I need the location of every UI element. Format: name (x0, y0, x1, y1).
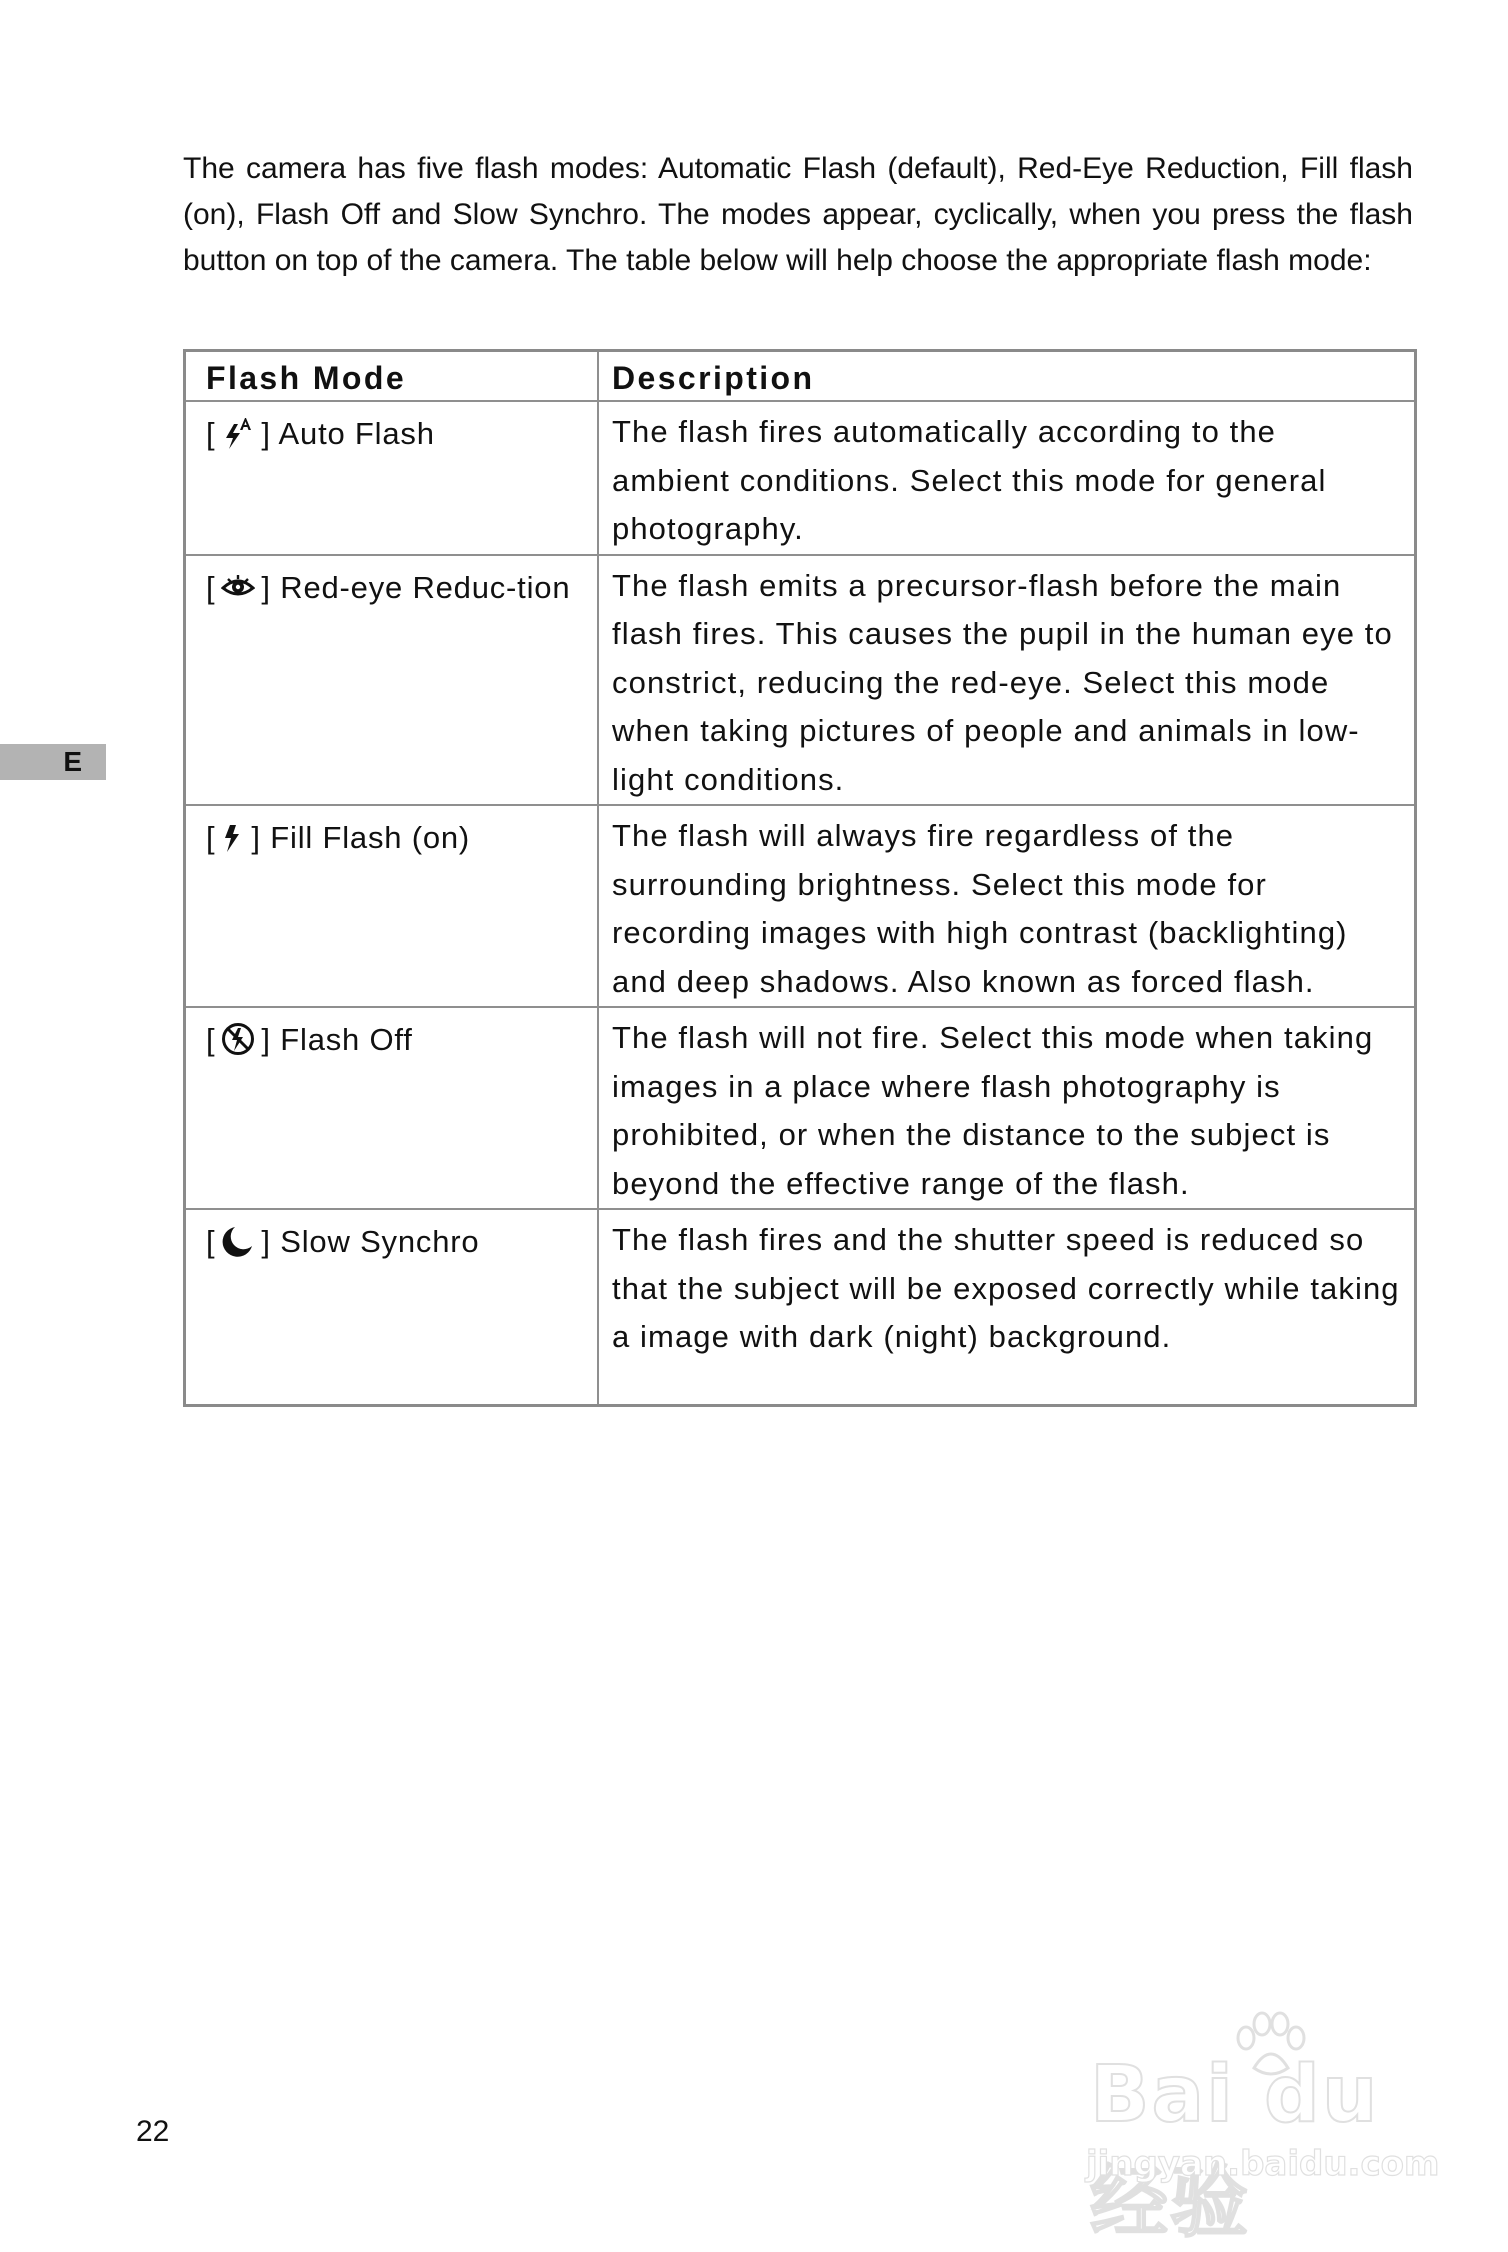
bracket-close: ] (261, 416, 271, 451)
flash-mode-label: Auto Flash (278, 416, 435, 451)
watermark-url: jingyan.baidu.com (1086, 2144, 1440, 2184)
table-row (186, 1208, 1414, 1404)
slow-synchro-icon (221, 1224, 255, 1258)
flash-mode-label: Red-eye Reduc-tion (280, 569, 571, 605)
watermark-brand: Bai du 经验 (1090, 2050, 1380, 2248)
flash-mode-description: The flash fires and the shutter speed is reduced so that the subject will be exposed correctly while taking a image with dark (night) background. (612, 1222, 1400, 1354)
flash-mode-description: The flash will always fire regardless of the surrounding brightness. Select this mode for recording images with high contrast (backlighting) and deep shadows. Also known as forced flash. (612, 818, 1348, 999)
flash-mode-table (183, 349, 1417, 1407)
language-tab: E (0, 744, 106, 780)
bracket-open: [ (206, 1022, 216, 1057)
auto-flash-icon (221, 416, 255, 450)
flash-mode-cell (186, 806, 599, 1006)
header-flash-mode: Flash Mode (186, 352, 599, 400)
table-row (186, 804, 1414, 1006)
bracket-close: ] (261, 1224, 271, 1259)
table-row (186, 1006, 1414, 1208)
bracket-open: [ (206, 820, 216, 855)
flash-mode-label: Flash Off (280, 1022, 413, 1057)
flash-mode-cell (186, 1210, 599, 1404)
intro-paragraph: The camera has five flash modes: Automatic Flash (default), Red-Eye Reduction, Fill flash (on), Flash Off and Slow Synchro. The modes appear, cyclically, when you press the flash button on top of the camera. The table below will help choose the appropriate flash mode: (183, 152, 1413, 277)
table-row (186, 554, 1414, 805)
flash-mode-cell (186, 402, 599, 554)
flash-mode-description: The flash fires automatically according to the ambient conditions. Select this mode for general photography. (612, 414, 1327, 546)
flash-mode-label: Fill Flash (on) (270, 820, 471, 855)
flash-mode-label: Slow Synchro (280, 1224, 480, 1259)
page-number: 22 (136, 2115, 170, 2148)
baidu-watermark (1070, 2010, 1440, 2248)
bracket-close: ] (261, 1022, 271, 1057)
bracket-close: ] (261, 569, 271, 605)
table-row (186, 400, 1414, 554)
bracket-close: ] (251, 820, 261, 855)
bracket-open: [ (206, 416, 216, 451)
red-eye-icon (221, 570, 255, 604)
table-header-row (186, 352, 1414, 400)
bracket-open: [ (206, 1224, 216, 1259)
flash-mode-cell (186, 556, 599, 805)
header-description: Description (612, 360, 815, 396)
flash-mode-description: The flash emits a precursor-flash before the main flash fires. This causes the pupil in the human eye to constrict, reducing the red-eye. Select this mode when taking pictures of people and animals in low-light conditions. (612, 567, 1393, 797)
fill-flash-icon (221, 820, 245, 854)
bracket-open: [ (206, 569, 216, 605)
flash-off-icon (221, 1022, 255, 1056)
flash-mode-cell (186, 1008, 599, 1208)
flash-mode-description: The flash will not fire. Select this mode when taking images in a place where flash photography is prohibited, or when the distance to the subject is beyond the effective range of the flash. (612, 1020, 1374, 1201)
